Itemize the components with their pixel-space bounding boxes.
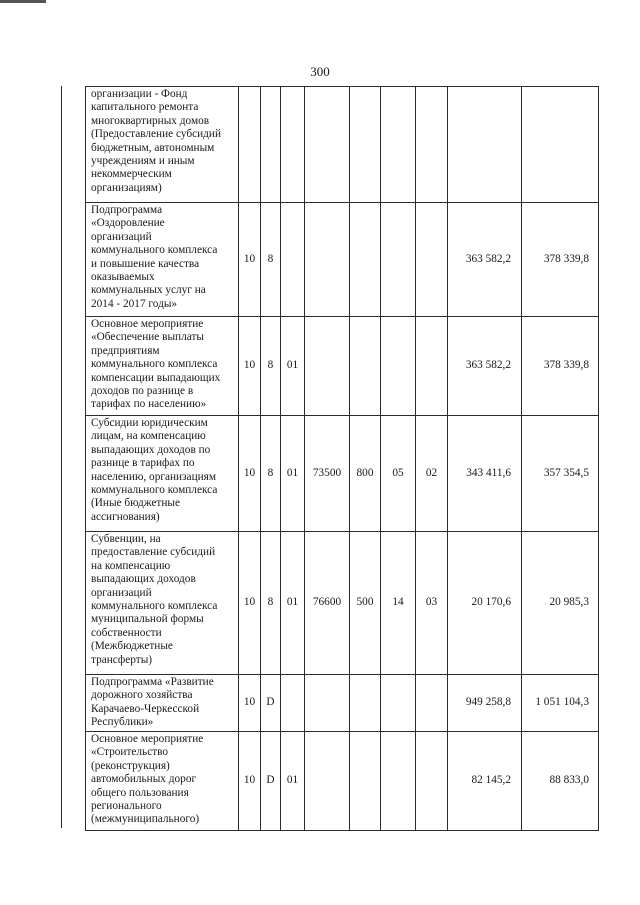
cell-subsection bbox=[381, 87, 416, 203]
table-row bbox=[86, 203, 599, 317]
cell-event: 01 bbox=[281, 317, 305, 416]
cell-section: 10 bbox=[239, 675, 261, 732]
page-number: 300 bbox=[310, 64, 330, 79]
cell-expense-type: 800 bbox=[350, 416, 381, 532]
cell-amount-year2: 88 833,0 bbox=[522, 732, 599, 831]
cell-subsection-code: 02 bbox=[416, 416, 448, 532]
table-row bbox=[86, 416, 599, 532]
cell-amount-year2: 1 051 104,3 bbox=[522, 675, 599, 732]
table-row bbox=[86, 87, 599, 203]
cell-subsection bbox=[381, 732, 416, 831]
cell-direction bbox=[305, 317, 350, 416]
cell-amount-year2: 378 339,8 bbox=[522, 203, 599, 317]
cell-name: Субсидии юридическим лицам, на компенсацию выпадающих доходов по разнице в тарифах по населению, организациям коммунального комплекса (Иные бюджетные ассигнования) bbox=[86, 416, 239, 532]
cell-expense-type bbox=[350, 203, 381, 317]
cell-direction bbox=[305, 732, 350, 831]
scan-edge-mark bbox=[0, 0, 46, 3]
cell-subsection bbox=[381, 675, 416, 732]
cell-program bbox=[261, 87, 281, 203]
cell-expense-type: 500 bbox=[350, 532, 381, 675]
cell-program: 8 bbox=[261, 317, 281, 416]
cell-amount-year2: 20 985,3 bbox=[522, 532, 599, 675]
cell-program: 8 bbox=[261, 532, 281, 675]
cell-amount-year1: 20 170,6 bbox=[448, 532, 522, 675]
cell-direction bbox=[305, 87, 350, 203]
budget-table bbox=[85, 86, 599, 831]
cell-subsection: 14 bbox=[381, 532, 416, 675]
cell-event bbox=[281, 675, 305, 732]
cell-amount-year2: 378 339,8 bbox=[522, 317, 599, 416]
cell-expense-type bbox=[350, 732, 381, 831]
cell-subsection-code bbox=[416, 732, 448, 831]
cell-direction bbox=[305, 675, 350, 732]
cell-section bbox=[239, 87, 261, 203]
cell-amount-year1: 363 582,2 bbox=[448, 203, 522, 317]
cell-expense-type bbox=[350, 675, 381, 732]
table-row bbox=[86, 317, 599, 416]
cell-direction: 73500 bbox=[305, 416, 350, 532]
cell-amount-year1 bbox=[448, 87, 522, 203]
cell-name: Основное мероприятие «Строительство (реконструкция) автомобильных дорог общего пользования регионального (межмуниципального) bbox=[86, 732, 239, 831]
cell-expense-type bbox=[350, 317, 381, 416]
cell-event: 01 bbox=[281, 732, 305, 831]
cell-amount-year1: 949 258,8 bbox=[448, 675, 522, 732]
cell-subsection-code bbox=[416, 87, 448, 203]
cell-name: Субвенции, на предоставление субсидий на компенсацию выпадающих доходов организаций коммунального комплекса муниципальной формы собственности (Межбюджетные трансферты) bbox=[86, 532, 239, 675]
cell-name: Основное мероприятие «Обеспечение выплаты предприятиям коммунального комплекса компенсации выпадающих доходов по разнице в тарифах по населению» bbox=[86, 317, 239, 416]
cell-subsection-code bbox=[416, 317, 448, 416]
cell-direction: 76600 bbox=[305, 532, 350, 675]
cell-event: 01 bbox=[281, 532, 305, 675]
table-row bbox=[86, 732, 599, 831]
cell-name: Подпрограмма «Развитие дорожного хозяйства Карачаево-Черкесской Республики» bbox=[86, 675, 239, 732]
table-row bbox=[86, 675, 599, 732]
cell-amount-year2: 357 354,5 bbox=[522, 416, 599, 532]
cell-event: 01 bbox=[281, 416, 305, 532]
cell-expense-type bbox=[350, 87, 381, 203]
cell-program: D bbox=[261, 675, 281, 732]
cell-section: 10 bbox=[239, 732, 261, 831]
cell-program: 8 bbox=[261, 203, 281, 317]
cell-amount-year1: 363 582,2 bbox=[448, 317, 522, 416]
cell-program: D bbox=[261, 732, 281, 831]
table-row bbox=[86, 532, 599, 675]
cell-event bbox=[281, 87, 305, 203]
cell-program: 8 bbox=[261, 416, 281, 532]
cell-section: 10 bbox=[239, 317, 261, 416]
budget-table-body bbox=[86, 87, 599, 831]
cell-section: 10 bbox=[239, 532, 261, 675]
cell-subsection-code bbox=[416, 675, 448, 732]
cell-direction bbox=[305, 203, 350, 317]
cell-section: 10 bbox=[239, 416, 261, 532]
cell-event bbox=[281, 203, 305, 317]
cell-subsection bbox=[381, 203, 416, 317]
cell-amount-year2 bbox=[522, 87, 599, 203]
cell-subsection bbox=[381, 317, 416, 416]
cell-amount-year1: 82 145,2 bbox=[448, 732, 522, 831]
cell-subsection-code bbox=[416, 203, 448, 317]
cell-amount-year1: 343 411,6 bbox=[448, 416, 522, 532]
cell-name: Подпрограмма «Оздоровление организаций коммунального комплекса и повышение качества оказываемых коммунальных услуг на 2014 - 2017 годы» bbox=[86, 203, 239, 317]
cell-section: 10 bbox=[239, 203, 261, 317]
cell-subsection: 05 bbox=[381, 416, 416, 532]
left-margin-rule bbox=[61, 86, 62, 828]
cell-name: организации - Фонд капитального ремонта многоквартирных домов (Предоставление субсидий бюджетным, автономным учреждениям и иным некоммерческим организациям) bbox=[86, 87, 239, 203]
cell-subsection-code: 03 bbox=[416, 532, 448, 675]
